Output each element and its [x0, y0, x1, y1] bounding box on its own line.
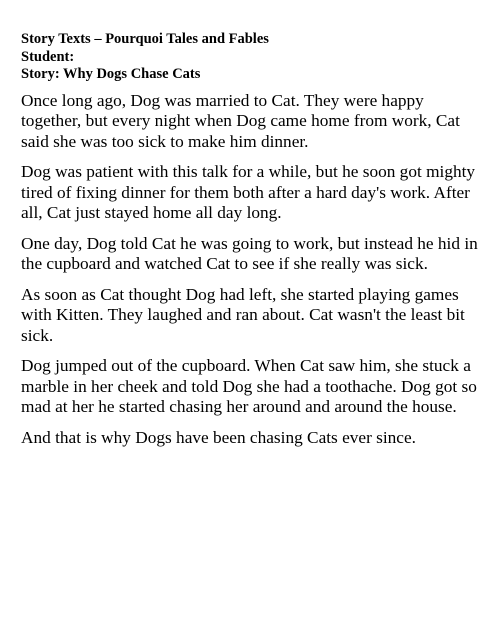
document-title: Story Texts – Pourquoi Tales and Fables: [21, 31, 269, 47]
story-paragraph-3: One day, Dog told Cat he was going to work, but instead he hid in the cupboard and watched Cat to see if she really was sick.: [21, 233, 478, 273]
story-paragraph-2: Dog was patient with this talk for a while, but he soon got mighty tired of fixing dinner for them both after a hard day's work. After all, Cat just stayed home all day long.: [21, 162, 476, 222]
story-paragraph-6: And that is why Dogs have been chasing Cats ever since.: [21, 427, 416, 447]
story-label: Story: Why Dogs Chase Cats: [21, 66, 201, 82]
story-paragraph-5: Dog jumped out of the cupboard. When Cat saw him, she stuck a marble in her cheek and told Dog she had a toothache. Dog got so mad at her he started chasing her around and around the house.: [21, 356, 477, 416]
story-paragraph-1: Once long ago, Dog was married to Cat. They were happy together, but every night when Dog came home from work, Cat said she was too sick to make him dinner.: [21, 90, 460, 151]
student-label: Student:: [21, 48, 75, 65]
document-header: [21, 31, 483, 84]
story-paragraph-4: As soon as Cat thought Dog had left, she started playing games with Kitten. They laughed and ran about. Cat wasn't the least bit sick.: [21, 284, 465, 345]
document-page: [21, 31, 483, 458]
story-body: [21, 91, 483, 449]
